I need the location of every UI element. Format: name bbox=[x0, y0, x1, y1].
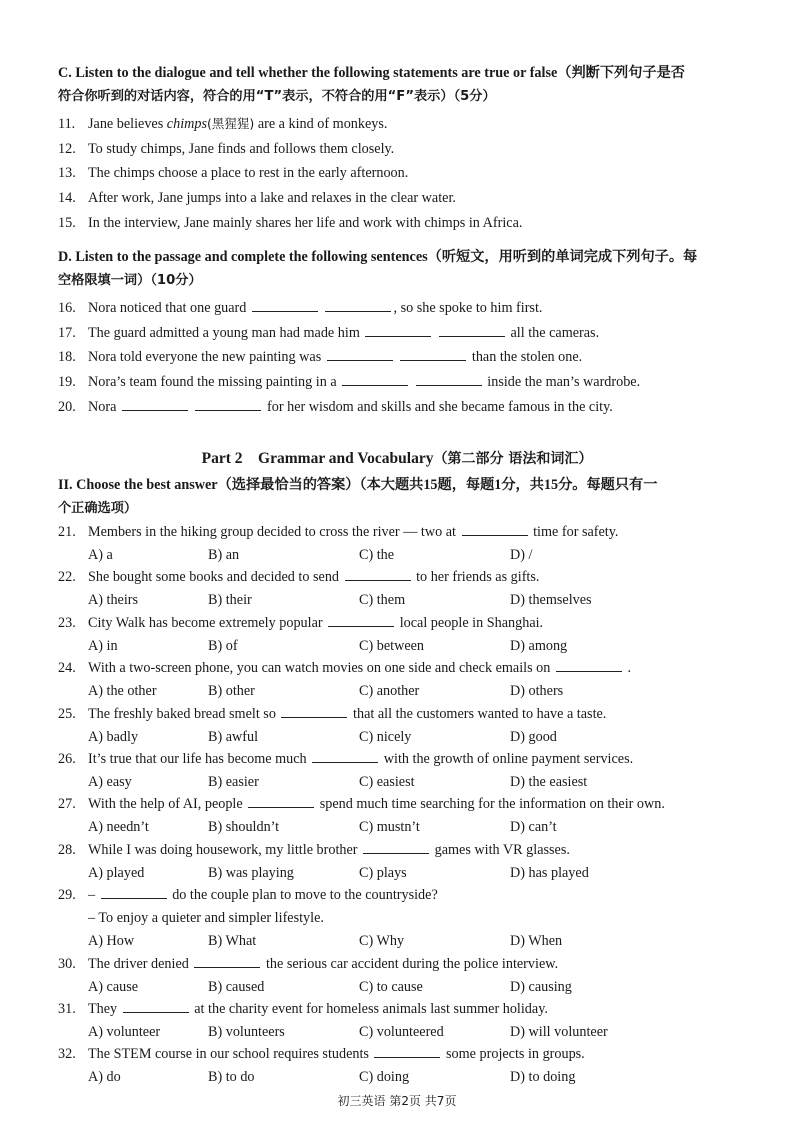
sentence-16 bbox=[58, 296, 748, 320]
answer-option-a[interactable]: A) a bbox=[88, 547, 113, 563]
sentence-18 bbox=[58, 345, 748, 369]
statement-11 bbox=[58, 112, 748, 136]
section-ii-heading-line1: II. Choose the best answer（选择最恰当的答案）（本大题共15题，每题1分，共15分。每题只有一 bbox=[58, 477, 658, 493]
question-text: some projects in groups. bbox=[446, 1046, 585, 1063]
page-footer: 初三英语 第2页 共7页 bbox=[337, 1094, 457, 1108]
answer-option-a[interactable]: A) played bbox=[88, 864, 145, 881]
sentence-text: The guard admitted a young man had made him bbox=[88, 325, 360, 341]
answer-option-b[interactable]: B) awful bbox=[208, 728, 259, 745]
item-number: 18. bbox=[58, 349, 76, 365]
answer-option-b[interactable]: B) their bbox=[208, 592, 252, 609]
question-26 bbox=[58, 747, 748, 771]
question-21 bbox=[58, 520, 748, 544]
option-row bbox=[88, 680, 688, 702]
section-d-heading-line1: D. Listen to the passage and complete the following sentences（听短文，用听到的单词完成下列句子。每 bbox=[58, 249, 698, 265]
answer-option-b[interactable]: B) volunteers bbox=[208, 1024, 285, 1040]
answer-blank[interactable] bbox=[123, 998, 189, 1013]
question-text: – bbox=[88, 887, 96, 904]
answer-blank[interactable] bbox=[312, 748, 378, 763]
answer-blank[interactable] bbox=[374, 1043, 440, 1058]
answer-option-c[interactable]: C) mustn’t bbox=[359, 819, 420, 836]
question-29 bbox=[58, 883, 748, 907]
sentence-text: Nora’s team found the missing painting in a bbox=[88, 374, 337, 390]
answer-blank[interactable] bbox=[248, 793, 314, 808]
sentence-text: Nora bbox=[88, 399, 117, 415]
item-number: 15. bbox=[58, 215, 76, 231]
answer-option-d[interactable]: D) themselves bbox=[510, 592, 592, 609]
item-number: 19. bbox=[58, 374, 76, 390]
answer-blank[interactable] bbox=[325, 297, 391, 312]
answer-option-d[interactable]: D) others bbox=[510, 683, 564, 700]
item-number: 32. bbox=[58, 1046, 76, 1063]
answer-option-b[interactable]: B) of bbox=[208, 637, 238, 654]
answer-option-b[interactable]: B) caused bbox=[208, 978, 265, 995]
question-28 bbox=[58, 838, 748, 862]
answer-option-d[interactable]: D) the easiest bbox=[510, 774, 588, 790]
question-text: local people in Shanghai. bbox=[399, 614, 544, 631]
option-row bbox=[88, 862, 688, 884]
answer-blank[interactable] bbox=[194, 953, 260, 968]
statement-13 bbox=[58, 161, 748, 185]
answer-blank[interactable] bbox=[327, 346, 393, 361]
item-number: 16. bbox=[58, 300, 76, 316]
answer-option-b[interactable]: B) What bbox=[208, 933, 257, 950]
statement-text: In the interview, Jane mainly shares her life and work with chimps in Africa. bbox=[88, 215, 523, 231]
sentence-17 bbox=[58, 321, 748, 345]
answer-blank[interactable] bbox=[342, 371, 408, 386]
answer-option-d[interactable]: D) causing bbox=[510, 978, 572, 995]
question-text: She bought some books and decided to send bbox=[88, 569, 340, 586]
statement-14 bbox=[58, 186, 748, 210]
sentence-19 bbox=[58, 370, 748, 394]
question-23 bbox=[58, 611, 748, 635]
question-22 bbox=[58, 565, 748, 589]
answer-option-c[interactable]: C) to cause bbox=[359, 978, 423, 995]
answer-option-a[interactable]: A) do bbox=[88, 1069, 121, 1086]
question-text: to her friends as gifts. bbox=[416, 569, 540, 586]
option-row bbox=[88, 1066, 688, 1088]
dialogue-reply: – To enjoy a quieter and simpler lifestyle. bbox=[88, 910, 324, 927]
statement-text: The chimps choose a place to rest in the early afternoon. bbox=[88, 165, 409, 181]
part-2-title-en: Part 2 Grammar and Vocabulary bbox=[201, 450, 434, 467]
question-text: With a two-screen phone, you can watch movies on one side and check emails on bbox=[88, 660, 551, 677]
answer-option-a[interactable]: A) in bbox=[88, 637, 118, 654]
emphasized-word: chimps bbox=[166, 116, 207, 132]
answer-option-c[interactable]: C) the bbox=[359, 547, 395, 563]
question-text: They bbox=[88, 1001, 118, 1017]
option-row bbox=[88, 1021, 688, 1043]
sentence-text: than the stolen one. bbox=[471, 349, 583, 365]
item-number: 26. bbox=[58, 751, 76, 767]
option-row bbox=[88, 589, 688, 611]
answer-blank[interactable] bbox=[556, 657, 622, 672]
answer-option-d[interactable]: D) can’t bbox=[510, 819, 557, 836]
question-text: spend much time searching for the information on their own. bbox=[319, 796, 665, 813]
answer-option-c[interactable]: C) nicely bbox=[359, 728, 412, 745]
section-ii-heading-line2: 个正确选项） bbox=[58, 501, 138, 516]
answer-blank[interactable] bbox=[416, 371, 482, 386]
item-number: 17. bbox=[58, 325, 76, 341]
answer-option-b[interactable]: B) was playing bbox=[208, 864, 294, 881]
answer-blank[interactable] bbox=[195, 396, 261, 411]
option-row bbox=[88, 544, 688, 566]
question-24 bbox=[58, 656, 748, 680]
statement-text: Jane believes bbox=[88, 116, 167, 132]
answer-blank[interactable] bbox=[365, 322, 431, 337]
answer-option-d[interactable]: D) When bbox=[510, 933, 563, 950]
answer-blank[interactable] bbox=[345, 566, 411, 581]
option-row bbox=[88, 771, 688, 793]
answer-option-c[interactable]: C) plays bbox=[359, 864, 407, 881]
item-number: 21. bbox=[58, 524, 76, 540]
question-text: The STEM course in our school requires students bbox=[88, 1046, 369, 1063]
answer-option-c[interactable]: C) doing bbox=[359, 1069, 410, 1086]
answer-option-a[interactable]: A) easy bbox=[88, 774, 132, 790]
answer-blank[interactable] bbox=[439, 322, 505, 337]
answer-blank[interactable] bbox=[122, 396, 188, 411]
answer-option-a[interactable]: A) theirs bbox=[88, 592, 139, 609]
section-c-heading-line2: 符合你听到的对话内容，符合的用“T”表示，不符合的用“F”表示）（5分） bbox=[58, 89, 496, 104]
section-ii-heading bbox=[58, 474, 748, 520]
sentence-text: , so she spoke to him first. bbox=[393, 300, 543, 316]
question-text: at the charity event for homeless animals last summer holiday. bbox=[194, 1001, 548, 1017]
question-31 bbox=[58, 997, 748, 1021]
item-number: 28. bbox=[58, 841, 76, 858]
answer-option-a[interactable]: A) badly bbox=[88, 728, 139, 745]
answer-option-c[interactable]: C) them bbox=[359, 592, 406, 609]
sentence-text: for her wisdom and skills and she became famous in the city. bbox=[267, 399, 613, 415]
question-25 bbox=[58, 702, 748, 726]
answer-blank[interactable] bbox=[363, 839, 429, 854]
answer-blank[interactable] bbox=[281, 703, 347, 718]
question-text: time for safety. bbox=[533, 524, 619, 540]
answer-option-b[interactable]: B) to do bbox=[208, 1069, 255, 1086]
item-number: 25. bbox=[58, 705, 76, 722]
question-30 bbox=[58, 952, 748, 976]
sentence-text: Nora told everyone the new painting was bbox=[88, 349, 322, 365]
statement-text: are a kind of monkeys. bbox=[254, 116, 388, 132]
item-number: 11. bbox=[58, 116, 76, 132]
answer-option-b[interactable]: B) shouldn’t bbox=[208, 819, 280, 836]
question-text: with the growth of online payment services. bbox=[383, 751, 634, 767]
option-row bbox=[88, 635, 688, 657]
answer-option-c[interactable]: C) another bbox=[359, 683, 420, 700]
item-number: 22. bbox=[58, 569, 76, 586]
sentence-text: all the cameras. bbox=[510, 325, 600, 341]
statement-12 bbox=[58, 137, 748, 161]
answer-option-c[interactable]: C) Why bbox=[359, 933, 405, 950]
question-text: While I was doing housework, my little brother bbox=[88, 841, 358, 858]
answer-option-c[interactable]: C) easiest bbox=[359, 774, 415, 790]
question-text: It’s true that our life has become much bbox=[88, 751, 307, 767]
answer-option-a[interactable]: A) volunteer bbox=[88, 1024, 161, 1040]
section-d-heading bbox=[58, 246, 748, 292]
answer-option-d[interactable]: D) to doing bbox=[510, 1069, 576, 1086]
statement-text: After work, Jane jumps into a lake and relaxes in the clear water. bbox=[88, 190, 456, 206]
item-number: 29. bbox=[58, 887, 76, 904]
section-c-heading-line1: C. Listen to the dialogue and tell whether the following statements are true or false（判断下列句子是否 bbox=[58, 65, 685, 81]
part-2-title bbox=[0, 448, 794, 470]
answer-option-c[interactable]: C) between bbox=[359, 637, 425, 654]
item-number: 27. bbox=[58, 796, 76, 813]
answer-blank[interactable] bbox=[252, 297, 318, 312]
option-row bbox=[88, 976, 688, 998]
question-text: that all the customers wanted to have a taste. bbox=[353, 705, 607, 722]
statement-text: To study chimps, Jane finds and follows them closely. bbox=[88, 141, 395, 157]
chinese-gloss: (黑猩猩) bbox=[207, 116, 255, 131]
answer-blank[interactable] bbox=[101, 884, 167, 899]
statement-15 bbox=[58, 211, 748, 235]
option-row bbox=[88, 726, 688, 748]
answer-option-d[interactable]: D) good bbox=[510, 728, 557, 745]
question-text: do the couple plan to move to the countryside? bbox=[172, 887, 438, 904]
answer-blank[interactable] bbox=[328, 612, 394, 627]
answer-option-a[interactable]: A) How bbox=[88, 933, 135, 950]
section-d-heading-line2: 空格限填一词）（10分） bbox=[58, 273, 202, 288]
question-text: City Walk has become extremely popular bbox=[88, 614, 323, 631]
item-number: 23. bbox=[58, 614, 76, 631]
question-32 bbox=[58, 1042, 748, 1066]
question-text: The driver denied bbox=[88, 955, 189, 972]
answer-blank[interactable] bbox=[462, 521, 528, 536]
answer-option-a[interactable]: A) cause bbox=[88, 978, 139, 995]
answer-option-b[interactable]: B) easier bbox=[208, 774, 259, 790]
answer-option-c[interactable]: C) volunteered bbox=[359, 1024, 444, 1040]
answer-option-d[interactable]: D) / bbox=[510, 547, 533, 563]
question-text: Members in the hiking group decided to cross the river — two at bbox=[88, 524, 457, 540]
sentence-text: inside the man’s wardrobe. bbox=[487, 374, 641, 390]
item-number: 12. bbox=[58, 141, 76, 157]
answer-option-b[interactable]: B) other bbox=[208, 683, 255, 700]
answer-option-a[interactable]: A) needn’t bbox=[88, 819, 149, 836]
sentence-20 bbox=[58, 395, 748, 419]
item-number: 14. bbox=[58, 190, 76, 206]
item-number: 13. bbox=[58, 165, 76, 181]
question-text: . bbox=[627, 660, 631, 677]
question-text: With the help of AI, people bbox=[88, 796, 243, 813]
item-number: 20. bbox=[58, 399, 76, 415]
section-c-heading bbox=[58, 62, 748, 108]
question-text: games with VR glasses. bbox=[434, 841, 570, 858]
item-number: 30. bbox=[58, 955, 76, 972]
answer-blank[interactable] bbox=[400, 346, 466, 361]
question-text: The freshly baked bread smelt so bbox=[88, 705, 276, 722]
option-row bbox=[88, 816, 688, 838]
answer-option-d[interactable]: D) will volunteer bbox=[510, 1024, 608, 1040]
answer-option-d[interactable]: D) among bbox=[510, 637, 568, 654]
item-number: 24. bbox=[58, 660, 76, 677]
part-2-title-cn: （第二部分 语法和词汇） bbox=[433, 451, 593, 467]
answer-option-a[interactable]: A) the other bbox=[88, 683, 157, 700]
item-number: 31. bbox=[58, 1001, 76, 1017]
sentence-text: Nora noticed that one guard bbox=[88, 300, 247, 316]
question-27 bbox=[58, 792, 748, 816]
answer-option-d[interactable]: D) has played bbox=[510, 864, 589, 881]
question-text: the serious car accident during the police interview. bbox=[265, 955, 559, 972]
option-row bbox=[88, 930, 688, 952]
answer-option-b[interactable]: B) an bbox=[208, 547, 240, 563]
